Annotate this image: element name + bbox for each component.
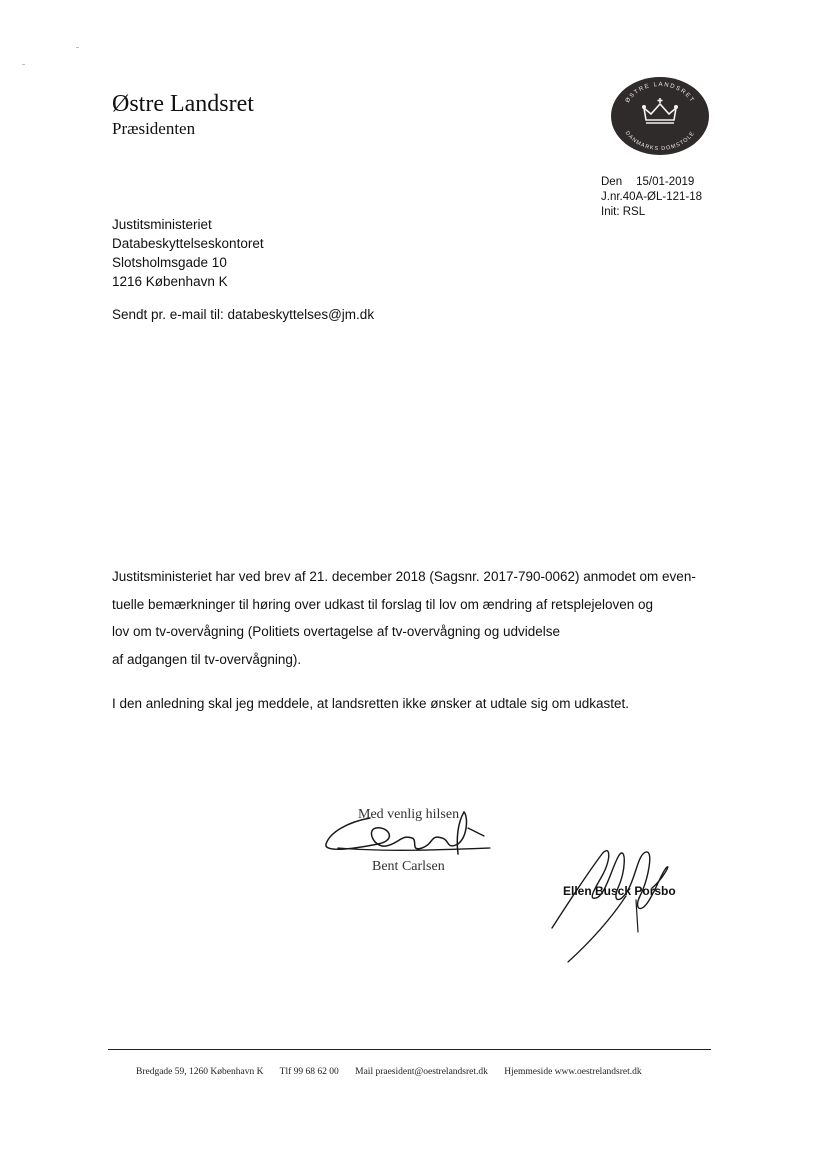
court-subtitle: Præsidenten [112,119,196,138]
footer-address: Bredgade 59, 1260 København K [136,1067,264,1077]
recipient-line: 1216 København K [112,274,228,289]
seal-bottom-text: DANMARKS DOMSTOLE [623,130,697,153]
scan-speck [22,64,25,65]
seal-background [611,77,709,155]
scan-speck [76,47,79,48]
signer-name-2: Ellen Busck Porsbo [563,884,676,898]
date-label: Den [601,176,623,188]
footer-mail: Mail praesident@oestrelandsret.dk [355,1067,488,1077]
footer-divider [108,1049,711,1050]
letter-date: 15/01-2019 [636,176,695,188]
handwritten-signature-1 [318,808,498,868]
initials: Init: RSL [601,206,646,218]
body-line: tuelle bemærkninger til høring over udkast til forslag til lov om ændring af retsplejeloven og [112,596,654,612]
case-number: J.nr.40A-ØL-121-18 [601,191,703,203]
recipient-address [112,215,264,291]
recipient-line: Slotsholmsgade 10 [112,255,227,270]
recipient-line: Databeskyttelseskontoret [112,236,264,251]
sent-by-email: Sendt pr. e-mail til: databeskyttelses@jm.dk [112,307,375,322]
body-line: af adgangen til tv-overvågning). [112,651,302,667]
court-seal-icon [610,76,710,156]
footer-contact [136,1066,656,1078]
court-name: Østre Landsret [112,91,254,117]
recipient-line: Justitsministeriet [112,217,212,232]
footer-phone: Tlf 99 68 62 00 [279,1067,339,1077]
footer-website: Hjemmeside www.oestrelandsret.dk [504,1067,642,1077]
closing-greeting: Med venlig hilsen [358,807,460,822]
reference-block [601,175,702,220]
signer-name-1: Bent Carlsen [372,859,445,874]
body-line: Justitsministeriet har ved brev af 21. december 2018 (Sagsnr. 2017-790-0062) anmodet om even- [112,569,696,584]
handwritten-signature-2 [540,840,680,965]
body-paragraph-2: I den anledning skal jeg meddele, at landsretten ikke ønsker at udtale sig om udkastet. [112,696,630,711]
body-paragraph-1 [112,563,722,673]
body-line: lov om tv-overvågning (Politiets overtagelse af tv-overvågning og udvidelse [112,624,560,639]
seal-top-text: ØSTRE LANDSRET [624,81,696,105]
date-line [601,175,702,190]
